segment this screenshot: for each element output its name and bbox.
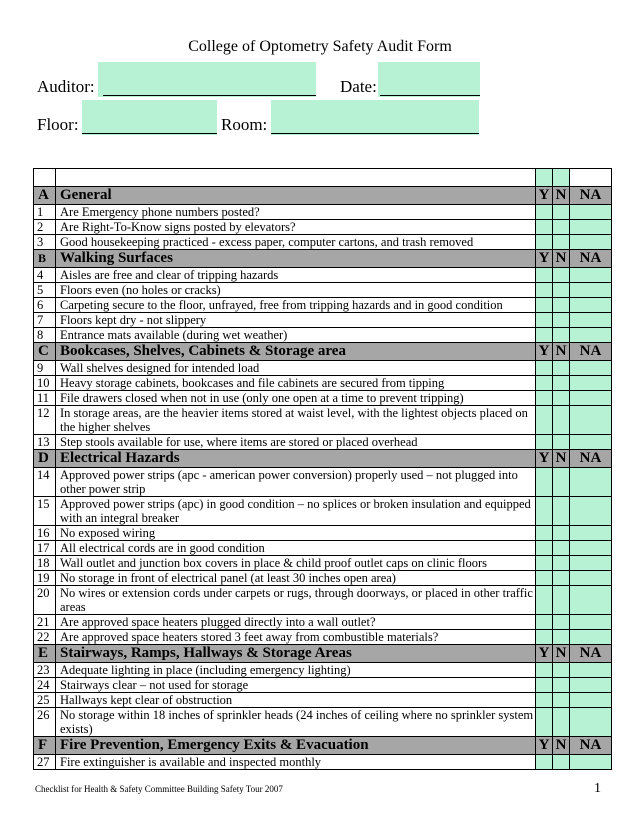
item-text: Floors even (no holes or cracks) xyxy=(56,283,536,298)
item-number: 4 xyxy=(34,268,56,283)
answer-y-cell[interactable] xyxy=(536,571,553,586)
item-number: 8 xyxy=(34,328,56,343)
item-text: Are approved space heaters plugged directly into a wall outlet? xyxy=(56,615,536,630)
answer-n-cell[interactable] xyxy=(553,541,570,556)
answer-y-cell[interactable] xyxy=(536,497,553,526)
answer-na-cell[interactable] xyxy=(570,615,612,630)
item-number: 11 xyxy=(34,391,56,406)
table-row xyxy=(34,571,612,586)
item-text: Wall shelves designed for intended load xyxy=(56,361,536,376)
item-text: No exposed wiring xyxy=(56,526,536,541)
room-label: Room: xyxy=(221,115,268,134)
section-code: F xyxy=(34,737,56,755)
table-row xyxy=(34,268,612,283)
table-row xyxy=(34,468,612,497)
auditor-label: Auditor: xyxy=(37,77,95,96)
item-number: 18 xyxy=(34,556,56,571)
answer-na-cell[interactable] xyxy=(570,571,612,586)
item-text: Aisles are free and clear of tripping hazards xyxy=(56,268,536,283)
table-row xyxy=(34,205,612,220)
item-number: 23 xyxy=(34,663,56,678)
answer-na-cell[interactable] xyxy=(570,586,612,615)
answer-n-cell[interactable] xyxy=(553,435,570,450)
item-number: 7 xyxy=(34,313,56,328)
answer-na-cell[interactable] xyxy=(570,693,612,708)
answer-n-cell[interactable] xyxy=(553,663,570,678)
answer-y-cell[interactable] xyxy=(536,298,553,313)
answer-na-cell[interactable] xyxy=(570,361,612,376)
section-code: D xyxy=(34,450,56,468)
item-text: Stairways clear – not used for storage xyxy=(56,678,536,693)
answer-na-cell[interactable] xyxy=(570,556,612,571)
answer-y-cell[interactable] xyxy=(536,235,553,250)
item-text: Good housekeeping practiced - excess paper, computer cartons, and trash removed xyxy=(56,235,536,250)
answer-n-cell[interactable] xyxy=(553,678,570,693)
auditor-input[interactable] xyxy=(98,62,316,97)
answer-na-cell[interactable] xyxy=(570,468,612,497)
blank-na-cell xyxy=(570,169,612,187)
column-n-header: N xyxy=(553,737,570,755)
answer-na-cell[interactable] xyxy=(570,268,612,283)
date-underline xyxy=(380,95,480,96)
answer-n-cell[interactable] xyxy=(553,361,570,376)
item-text: All electrical cords are in good condition xyxy=(56,541,536,556)
answer-y-cell[interactable] xyxy=(536,556,553,571)
table-row xyxy=(34,678,612,693)
answer-na-cell[interactable] xyxy=(570,708,612,737)
answer-n-cell[interactable] xyxy=(553,615,570,630)
blank-cell xyxy=(34,169,56,187)
answer-n-cell[interactable] xyxy=(553,571,570,586)
column-n-header: N xyxy=(553,645,570,663)
answer-na-cell[interactable] xyxy=(570,497,612,526)
item-text: Entrance mats available (during wet weather) xyxy=(56,328,536,343)
item-text: In storage areas, are the heavier items stored at waist level, with the lightest objects placed on the higher shelves xyxy=(56,406,536,435)
section-title: General xyxy=(56,187,536,205)
answer-y-cell[interactable] xyxy=(536,268,553,283)
column-y-header: Y xyxy=(536,645,553,663)
item-text: Are Right-To-Know signs posted by elevators? xyxy=(56,220,536,235)
section-code: A xyxy=(34,187,56,205)
answer-y-cell[interactable] xyxy=(536,541,553,556)
column-y-header: Y xyxy=(536,343,553,361)
answer-y-cell[interactable] xyxy=(536,328,553,343)
answer-n-cell[interactable] xyxy=(553,755,570,770)
answer-n-cell[interactable] xyxy=(553,406,570,435)
item-number: 19 xyxy=(34,571,56,586)
answer-y-cell[interactable] xyxy=(536,376,553,391)
answer-na-cell[interactable] xyxy=(570,678,612,693)
item-text: File drawers closed when not in use (only one open at a time to prevent tripping) xyxy=(56,391,536,406)
date-label: Date: xyxy=(340,77,377,96)
table-row xyxy=(34,497,612,526)
answer-n-cell[interactable] xyxy=(553,376,570,391)
item-number: 13 xyxy=(34,435,56,450)
column-y-header: Y xyxy=(536,737,553,755)
page-number: 1 xyxy=(594,781,601,796)
room-input[interactable] xyxy=(271,100,479,135)
table-row xyxy=(34,526,612,541)
answer-n-cell[interactable] xyxy=(553,313,570,328)
item-number: 20 xyxy=(34,586,56,615)
answer-na-cell[interactable] xyxy=(570,663,612,678)
answer-na-cell[interactable] xyxy=(570,755,612,770)
answer-na-cell[interactable] xyxy=(570,526,612,541)
answer-n-cell[interactable] xyxy=(553,268,570,283)
table-row xyxy=(34,663,612,678)
table-row xyxy=(34,615,612,630)
item-number: 6 xyxy=(34,298,56,313)
answer-na-cell[interactable] xyxy=(570,220,612,235)
section-header-row xyxy=(34,250,612,268)
section-code: C xyxy=(34,343,56,361)
table-row xyxy=(34,435,612,450)
table-row xyxy=(34,708,612,737)
table-row xyxy=(34,406,612,435)
item-number: 27 xyxy=(34,755,56,770)
column-na-header: NA xyxy=(570,187,612,205)
answer-n-cell[interactable] xyxy=(553,328,570,343)
item-text: Adequate lighting in place (including emergency lighting) xyxy=(56,663,536,678)
item-number: 17 xyxy=(34,541,56,556)
section-title: Stairways, Ramps, Hallways & Storage Areas xyxy=(56,645,536,663)
answer-na-cell[interactable] xyxy=(570,541,612,556)
item-text: Carpeting secure to the floor, unfrayed, free from tripping hazards and in good condition xyxy=(56,298,536,313)
form-title: College of Optometry Safety Audit Form xyxy=(188,38,452,55)
section-header-row xyxy=(34,737,612,755)
answer-n-cell[interactable] xyxy=(553,497,570,526)
section-title: Electrical Hazards xyxy=(56,450,536,468)
item-text: Step stools available for use, where items are stored or placed overhead xyxy=(56,435,536,450)
answer-y-cell[interactable] xyxy=(536,708,553,737)
answer-n-cell[interactable] xyxy=(553,693,570,708)
floor-label: Floor: xyxy=(37,115,79,134)
answer-y-cell[interactable] xyxy=(536,283,553,298)
table-row xyxy=(34,755,612,770)
column-na-header: NA xyxy=(570,645,612,663)
answer-na-cell[interactable] xyxy=(570,391,612,406)
answer-na-cell[interactable] xyxy=(570,376,612,391)
table-row xyxy=(34,220,612,235)
answer-na-cell[interactable] xyxy=(570,328,612,343)
item-number: 26 xyxy=(34,708,56,737)
item-text: No wires or extension cords under carpets or rugs, through doorways, or placed in other traffic areas xyxy=(56,586,536,615)
answer-y-cell[interactable] xyxy=(536,678,553,693)
item-text: Approved power strips (apc) in good condition – no splices or broken insulation and equipped with an integral breaker xyxy=(56,497,536,526)
column-n-header: N xyxy=(553,250,570,268)
section-header-row xyxy=(34,187,612,205)
answer-y-cell[interactable] xyxy=(536,361,553,376)
column-y-header: Y xyxy=(536,450,553,468)
answer-y-cell[interactable] xyxy=(536,526,553,541)
section-header-row xyxy=(34,645,612,663)
answer-y-cell[interactable] xyxy=(536,391,553,406)
answer-y-cell[interactable] xyxy=(536,313,553,328)
item-number: 9 xyxy=(34,361,56,376)
section-title: Fire Prevention, Emergency Exits & Evacuation xyxy=(56,737,536,755)
floor-input[interactable] xyxy=(82,100,217,135)
table-row xyxy=(34,313,612,328)
answer-y-cell[interactable] xyxy=(536,586,553,615)
answer-y-cell[interactable] xyxy=(536,755,553,770)
answer-n-cell[interactable] xyxy=(553,220,570,235)
table-row xyxy=(34,298,612,313)
date-input[interactable] xyxy=(378,62,480,97)
blank-cell xyxy=(56,169,536,187)
item-text: Floors kept dry - not slippery xyxy=(56,313,536,328)
answer-n-cell[interactable] xyxy=(553,708,570,737)
answer-n-cell[interactable] xyxy=(553,630,570,645)
section-code: E xyxy=(34,645,56,663)
footer-text: Checklist for Health & Safety Committee Building Safety Tour 2007 xyxy=(35,784,283,794)
answer-na-cell[interactable] xyxy=(570,435,612,450)
audit-table xyxy=(33,168,612,770)
answer-n-cell[interactable] xyxy=(553,283,570,298)
answer-n-cell[interactable] xyxy=(553,556,570,571)
answer-na-cell[interactable] xyxy=(570,313,612,328)
section-header-row xyxy=(34,450,612,468)
column-na-header: NA xyxy=(570,737,612,755)
item-number: 14 xyxy=(34,468,56,497)
answer-n-cell[interactable] xyxy=(553,235,570,250)
section-title: Bookcases, Shelves, Cabinets & Storage area xyxy=(56,343,536,361)
section-title: Walking Surfaces xyxy=(56,250,536,268)
section-header-row xyxy=(34,343,612,361)
answer-y-cell[interactable] xyxy=(536,220,553,235)
item-text: No storage within 18 inches of sprinkler heads (24 inches of ceiling where no sprinkler system exists) xyxy=(56,708,536,737)
item-text: Are Emergency phone numbers posted? xyxy=(56,205,536,220)
auditor-underline xyxy=(103,95,316,96)
column-na-header: NA xyxy=(570,250,612,268)
item-text: Hallways kept clear of obstruction xyxy=(56,693,536,708)
item-number: 22 xyxy=(34,630,56,645)
table-row xyxy=(34,541,612,556)
answer-y-cell[interactable] xyxy=(536,435,553,450)
table-row xyxy=(34,361,612,376)
answer-y-cell[interactable] xyxy=(536,205,553,220)
answer-na-cell[interactable] xyxy=(570,630,612,645)
item-text: Approved power strips (apc - american power conversion) properly used – not plugged into other power strip xyxy=(56,468,536,497)
blank-n-cell xyxy=(553,169,570,187)
item-number: 5 xyxy=(34,283,56,298)
answer-n-cell[interactable] xyxy=(553,205,570,220)
table-row xyxy=(34,235,612,250)
item-text: No storage in front of electrical panel (at least 30 inches open area) xyxy=(56,571,536,586)
table-row xyxy=(34,586,612,615)
item-number: 15 xyxy=(34,497,56,526)
answer-y-cell[interactable] xyxy=(536,663,553,678)
answer-y-cell[interactable] xyxy=(536,630,553,645)
answer-y-cell[interactable] xyxy=(536,406,553,435)
column-n-header: N xyxy=(553,343,570,361)
answer-na-cell[interactable] xyxy=(570,406,612,435)
answer-y-cell[interactable] xyxy=(536,693,553,708)
column-y-header: Y xyxy=(536,187,553,205)
item-number: 2 xyxy=(34,220,56,235)
answer-n-cell[interactable] xyxy=(553,526,570,541)
answer-n-cell[interactable] xyxy=(553,586,570,615)
table-row xyxy=(34,328,612,343)
answer-na-cell[interactable] xyxy=(570,298,612,313)
column-na-header: NA xyxy=(570,343,612,361)
table-row xyxy=(34,693,612,708)
floor-underline xyxy=(82,133,217,134)
answer-n-cell[interactable] xyxy=(553,298,570,313)
item-text: Wall outlet and junction box covers in place & child proof outlet caps on clinic floors xyxy=(56,556,536,571)
answer-y-cell[interactable] xyxy=(536,468,553,497)
item-text: Fire extinguisher is available and inspected monthly xyxy=(56,755,536,770)
item-text: Heavy storage cabinets, bookcases and file cabinets are secured from tipping xyxy=(56,376,536,391)
item-text: Are approved space heaters stored 3 feet away from combustible materials? xyxy=(56,630,536,645)
table-row xyxy=(34,283,612,298)
column-na-header: NA xyxy=(570,450,612,468)
table-row xyxy=(34,391,612,406)
answer-na-cell[interactable] xyxy=(570,283,612,298)
item-number: 12 xyxy=(34,406,56,435)
answer-y-cell[interactable] xyxy=(536,615,553,630)
answer-na-cell[interactable] xyxy=(570,235,612,250)
item-number: 25 xyxy=(34,693,56,708)
column-n-header: N xyxy=(553,187,570,205)
room-underline xyxy=(271,133,479,134)
answer-n-cell[interactable] xyxy=(553,391,570,406)
item-number: 24 xyxy=(34,678,56,693)
table-blank-row xyxy=(34,169,612,187)
blank-y-cell xyxy=(536,169,553,187)
answer-na-cell[interactable] xyxy=(570,205,612,220)
item-number: 1 xyxy=(34,205,56,220)
column-y-header: Y xyxy=(536,250,553,268)
item-number: 10 xyxy=(34,376,56,391)
item-number: 16 xyxy=(34,526,56,541)
table-row xyxy=(34,376,612,391)
table-row xyxy=(34,630,612,645)
item-number: 21 xyxy=(34,615,56,630)
answer-n-cell[interactable] xyxy=(553,468,570,497)
column-n-header: N xyxy=(553,450,570,468)
table-row xyxy=(34,556,612,571)
item-number: 3 xyxy=(34,235,56,250)
section-code: B xyxy=(34,250,56,268)
